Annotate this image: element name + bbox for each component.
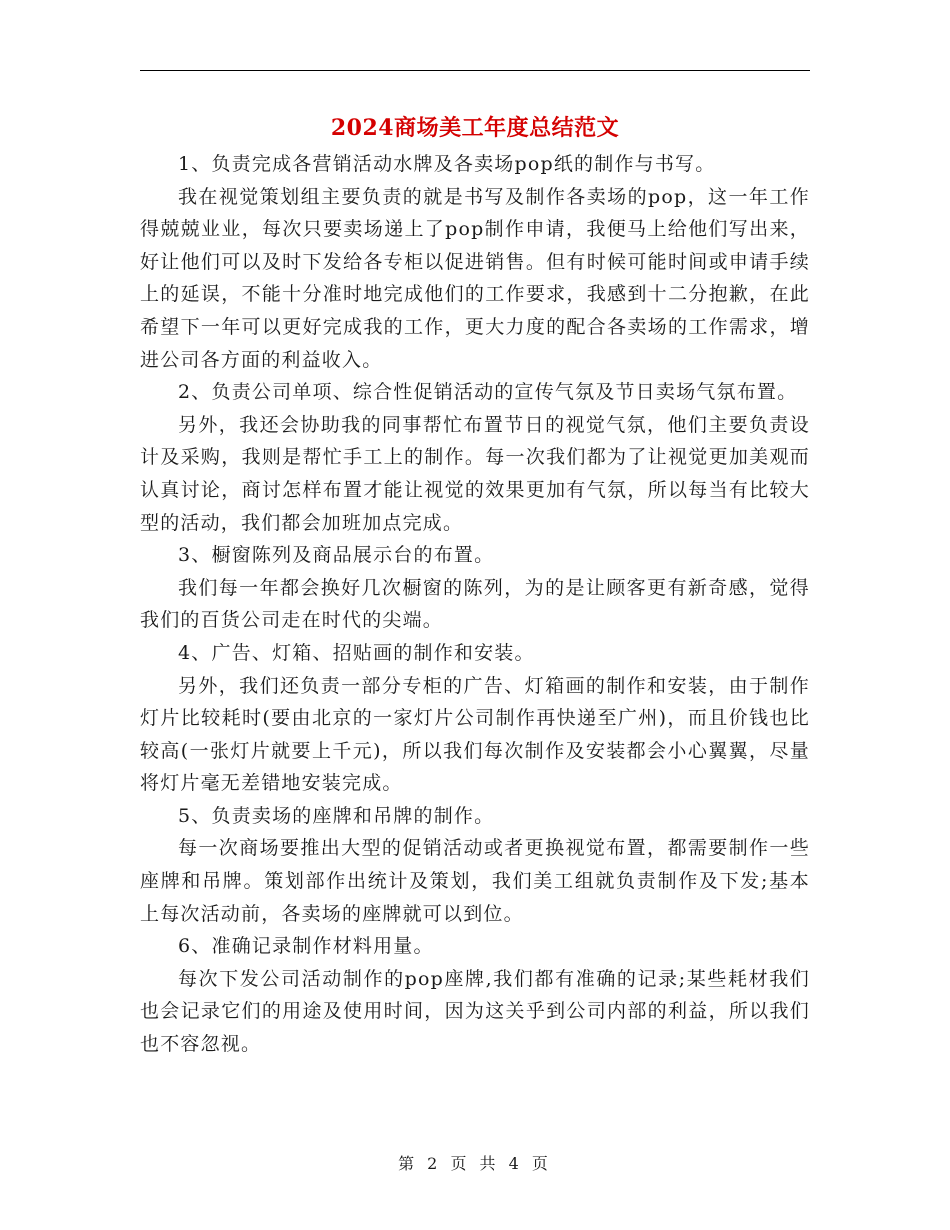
document-body <box>140 148 810 1061</box>
paragraph-records: 每次下发公司活动制作的pop座牌,我们都有准确的记录;某些耗材我们也会记录它们的用途及使用时间，因为这关乎到公司内部的利益，所以我们也不容忽视。 <box>140 967 810 1056</box>
page-number-footer: 第 2 页 共 4 页 <box>398 1154 552 1173</box>
section-heading-3: 3、橱窗陈列及商品展示台的布置。 <box>178 544 495 567</box>
section-heading-6: 6、准确记录制作材料用量。 <box>178 935 434 958</box>
paragraph-lightbox: 另外，我们还负责一部分专柜的广告、灯箱画的制作和安装，由于制作灯片比较耗时(要由北京的一家灯片公司制作再快递至广州)，而且价钱也比较高(一张灯片就要上千元)，所以我们每次制作及安装都会小心翼翼，尽量将灯片毫无差错地安装完成。 <box>140 674 810 795</box>
paragraph-window-display: 我们每一年都会换好几次橱窗的陈列，为的是让顾客更有新奇感，觉得我们的百货公司走在时代的尖端。 <box>140 576 810 632</box>
paragraph-signs: 每一次商场要推出大型的促销活动或者更换视觉布置，都需要制作一些座牌和吊牌。策划部作出统计及策划，我们美工组就负责制作及下发;基本上每次活动前，各卖场的座牌就可以到位。 <box>140 837 810 925</box>
document-title: 2024商场美工年度总结范文 <box>330 115 620 141</box>
header-rule <box>140 70 810 71</box>
section-heading-5: 5、负责卖场的座牌和吊牌的制作。 <box>178 804 495 827</box>
section-heading-2: 2、负责公司单项、综合性促销活动的宣传气氛及节日卖场气氛布置。 <box>178 381 798 404</box>
section-heading-1: 1、负责完成各营销活动水牌及各卖场pop纸的制作与书写。 <box>178 153 716 175</box>
paragraph-atmosphere: 另外，我还会协助我的同事帮忙布置节日的视觉气氛，他们主要负责设计及采购，我则是帮忙手工上的制作。每一次我们都为了让视觉更加美观而认真讨论，商讨怎样布置才能让视觉的效果更加有气氛，所以每当有比较大型的活动，我们都会加班加点完成。 <box>140 413 810 534</box>
paragraph-pop-work: 我在视觉策划组主要负责的就是书写及制作各卖场的pop，这一年工作得兢兢业业，每次只要卖场递上了pop制作申请，我便马上给他们写出来，好让他们可以及时下发给各专柜以促进销售。但有时候可能时间或申请手续上的延误，不能十分准时地完成他们的工作要求，我感到十二分抱歉，在此希望下一年可以更好完成我的工作，更大力度的配合各卖场的工作需求，增进公司各方面的利益收入。 <box>140 185 810 371</box>
section-heading-4: 4、广告、灯箱、招贴画的制作和安装。 <box>178 641 535 664</box>
